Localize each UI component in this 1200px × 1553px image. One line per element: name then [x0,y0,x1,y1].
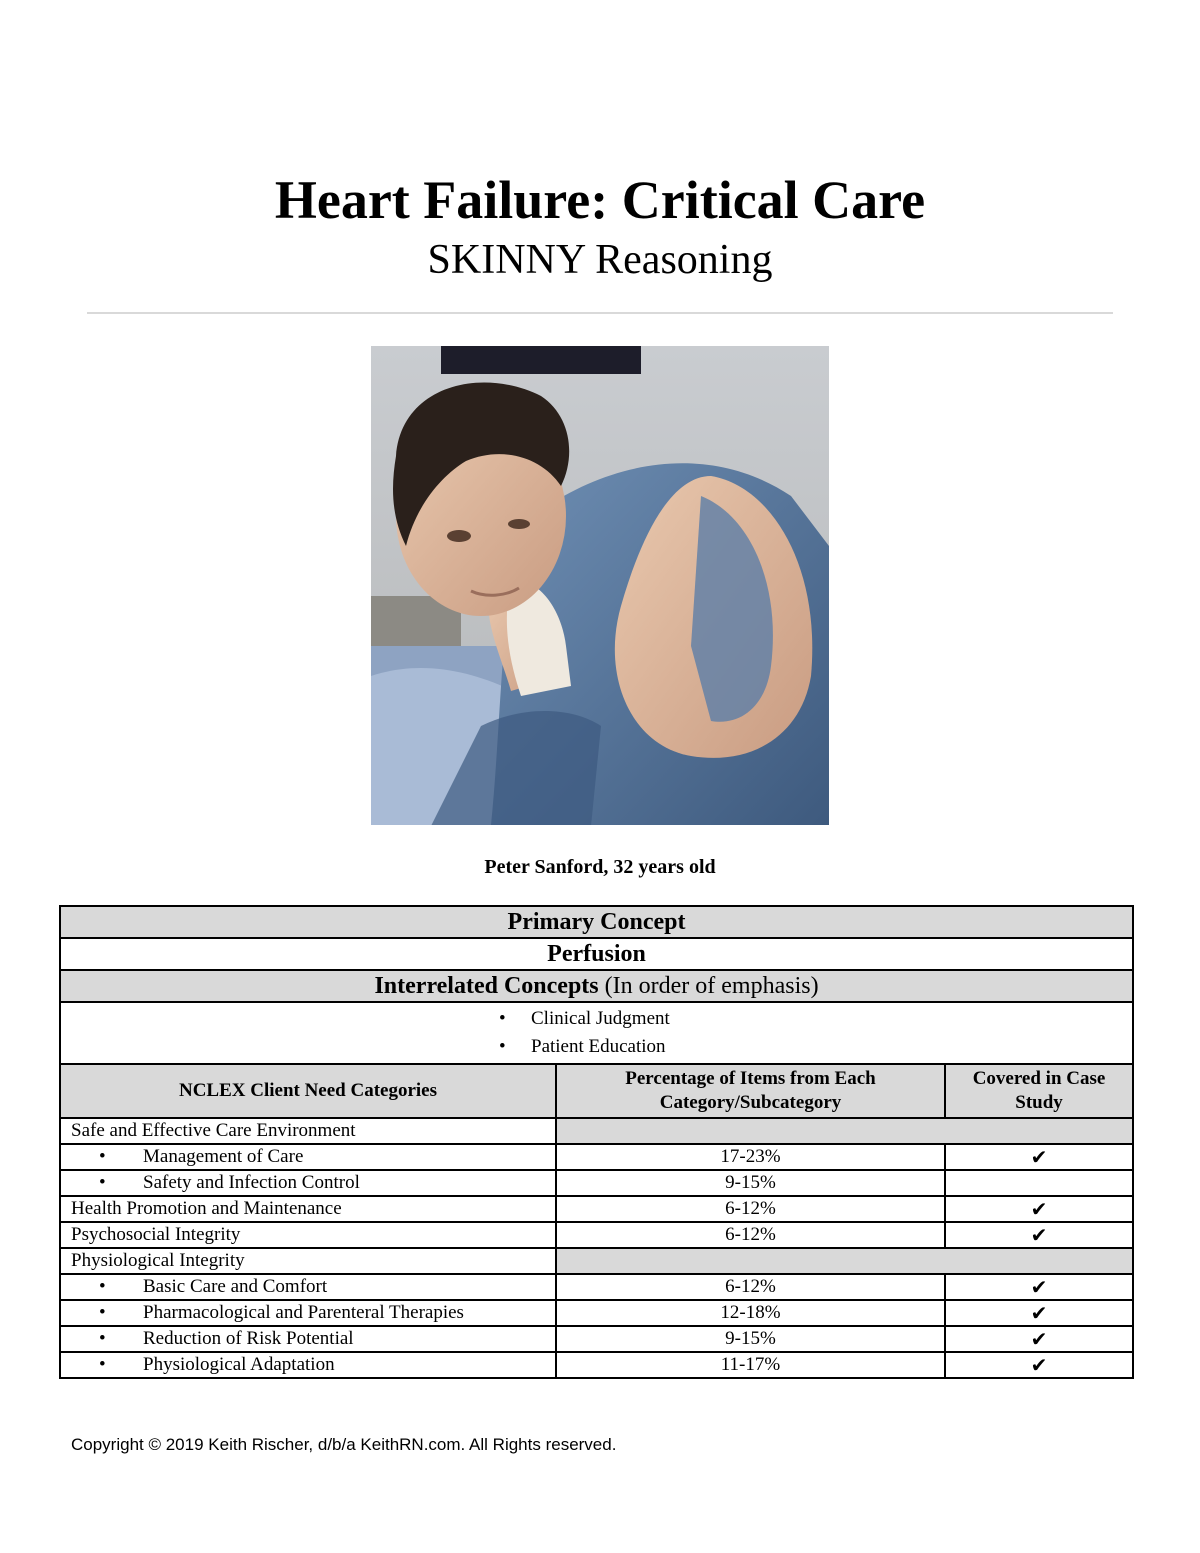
category-label: Safe and Effective Care Environment [60,1118,556,1144]
table-row [60,1222,1133,1248]
check-icon: ✔ [945,1144,1133,1170]
interrelated-header-label: Interrelated Concepts [374,973,599,999]
subcategory-label: • Reduction of Risk Potential [60,1326,556,1352]
column-header-covered: Covered in Case Study [945,1064,1133,1118]
patient-photo [371,346,829,825]
percentage-cell: 12-18% [556,1300,945,1326]
subcategory-label: • Pharmacological and Parenteral Therapies [60,1300,556,1326]
subcategory-label: • Basic Care and Comfort [60,1274,556,1300]
list-item: • Clinical Judgment [499,1008,670,1029]
column-header-percentage: Percentage of Items from Each Category/Subcategory [556,1064,945,1118]
category-label: Health Promotion and Maintenance [60,1196,556,1222]
table-row [60,1300,1133,1326]
percentage-cell: 17-23% [556,1144,945,1170]
check-icon: ✔ [945,1300,1133,1326]
page-title: Heart Failure: Critical Care [274,170,926,230]
subcategory-label: • Management of Care [60,1144,556,1170]
table-row [60,1274,1133,1300]
table-row [60,1248,1133,1274]
category-label: Psychosocial Integrity [60,1222,556,1248]
percentage-cell: 6-12% [556,1274,945,1300]
photo-caption: Peter Sanford, 32 years old [484,856,716,878]
percentage-cell: 9-15% [556,1170,945,1196]
concept-item: Patient Education [531,1036,666,1057]
list-item: • Patient Education [499,1036,666,1057]
interrelated-concepts-list [60,1002,1133,1064]
table-row [60,1170,1133,1196]
category-shaded-cell [556,1248,1133,1274]
percentage-cell: 6-12% [556,1196,945,1222]
primary-concept-header: Primary Concept [60,906,1133,938]
column-header-category: NCLEX Client Need Categories [60,1064,556,1118]
check-icon: ✔ [945,1326,1133,1352]
percentage-cell: 6-12% [556,1222,945,1248]
interrelated-header-note: (In order of emphasis) [604,973,819,999]
percentage-cell: 9-15% [556,1326,945,1352]
category-label: Physiological Integrity [60,1248,556,1274]
check-icon: ✔ [945,1352,1133,1378]
covered-cell-empty [945,1170,1133,1196]
table-row [60,1144,1133,1170]
table-row [60,1326,1133,1352]
category-shaded-cell [556,1118,1133,1144]
check-icon: ✔ [945,1274,1133,1300]
title-divider [87,312,1113,314]
nclex-header-row [60,1064,1133,1118]
table-row [60,1196,1133,1222]
concept-item: Clinical Judgment [531,1008,670,1029]
subcategory-label: • Physiological Adaptation [60,1352,556,1378]
check-icon: ✔ [945,1196,1133,1222]
interrelated-concepts-header [60,970,1133,1002]
table-row [60,1352,1133,1378]
table-row [60,1118,1133,1144]
copyright-footer: Copyright © 2019 Keith Rischer, d/b/a KeithRN.com. All Rights reserved. [71,1435,617,1454]
subcategory-label: • Safety and Infection Control [60,1170,556,1196]
concepts-table [59,905,1134,1379]
primary-concept-value: Perfusion [60,938,1133,970]
percentage-cell: 11-17% [556,1352,945,1378]
page-subtitle: SKINNY Reasoning [427,237,773,283]
check-icon: ✔ [945,1222,1133,1248]
